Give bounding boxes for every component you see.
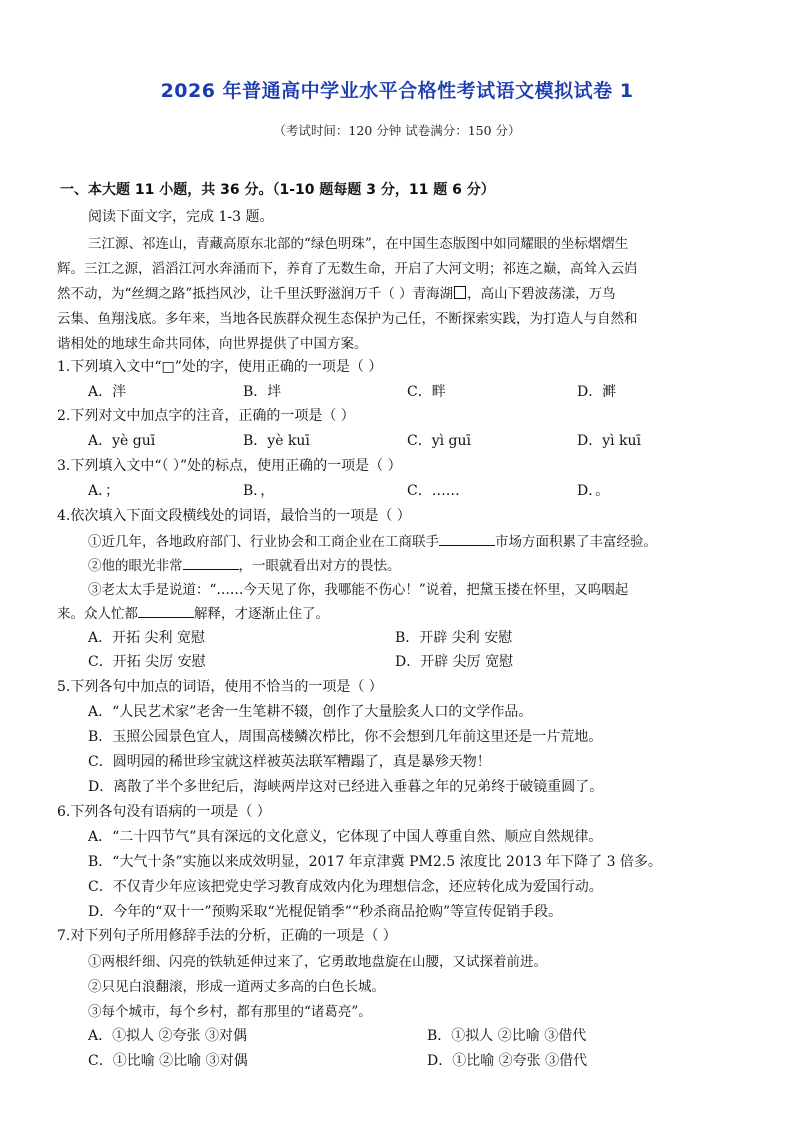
q3-option-a[interactable]: A．； xyxy=(88,483,120,499)
q7-sentence-2: ②只见白浪翻滚，形成一道两丈多高的白色长城。 xyxy=(88,979,385,995)
q7-option-b[interactable]: B．①拟人 ②比喻 ③借代 xyxy=(427,1028,587,1044)
q7-sentence-3: ③每个城市，每个乡村，都有那里的“诸葛亮”。 xyxy=(88,1004,372,1020)
q7-option-d[interactable]: D．①比喻 ②夸张 ③借代 xyxy=(427,1053,588,1069)
q7-sentence-1: ①两根纤细、闪亮的铁轨延伸过来了，它勇敢地盘旋在山腰，又试探着前进。 xyxy=(88,954,547,970)
q1-option-a[interactable]: A．泮 xyxy=(88,384,127,400)
question-1-stem: 1.下列填入文中“□”处的字，使用正确的一项是（ ） xyxy=(57,359,383,375)
fill-blank[interactable] xyxy=(138,605,194,618)
question-6-stem: 6.下列各句没有语病的一项是（ ） xyxy=(57,804,271,820)
q5-option-a[interactable]: A．“人民艺术家”老舍一生笔耕不辍，创作了大量脍炙人口的文学作品。 xyxy=(88,704,533,720)
q4-option-d[interactable]: D．开辟 尖厉 宽慰 xyxy=(395,654,514,670)
q3-option-d[interactable]: D．。 xyxy=(577,483,610,499)
question-7-stem: 7.对下列句子所用修辞手法的分析，正确的一项是（ ） xyxy=(57,928,397,944)
exam-subtitle: （考试时间：120 分钟 试卷满分：150 分） xyxy=(273,123,521,138)
question-2-stem: 2.下列对文中加点字的注音，正确的一项是（ ） xyxy=(57,408,355,424)
q5-option-b[interactable]: B．玉照公园景色宜人，周围高楼鳞次栉比，你不会想到几年前这里还是一片荒地。 xyxy=(88,729,603,745)
q2-option-c[interactable]: C．yì guī xyxy=(407,433,472,449)
q5-option-c[interactable]: C．圆明园的稀世珍宝就这样被英法联军糟蹋了，真是暴殄天物！ xyxy=(88,754,491,770)
q3-option-c[interactable]: C．…… xyxy=(407,483,460,499)
q7-option-a[interactable]: A．①拟人 ②夸张 ③对偶 xyxy=(88,1028,248,1044)
q1-option-c[interactable]: C．畔 xyxy=(407,384,446,400)
q7-option-c[interactable]: C．①比喻 ②比喻 ③对偶 xyxy=(88,1053,248,1069)
q4-sentence-2: ②他的眼光非常 ，一眼就看出对方的畏怯。 xyxy=(88,558,401,574)
q4-option-c[interactable]: C．开拓 尖厉 安慰 xyxy=(88,654,206,670)
q6-option-c[interactable]: C．不仅青少年应该把党史学习教育成效内化为理想信念，还应转化成为爱国行动。 xyxy=(88,879,603,895)
q4-sentence-3-cont: 来。众人忙都 解释，才逐渐止住了。 xyxy=(57,606,329,622)
passage-line: 谐相处的地球生命共同体，向世界提供了中国方案。 xyxy=(57,336,368,352)
passage-line: 然不动，为“丝绸之路”抵挡风沙，让千里沃野滋润万千（ ）青海湖 ，高山下碧波荡漾，万鸟 xyxy=(57,286,616,302)
passage-line: 三江源、祁连山，青藏高原东北部的“绿色明珠”，在中国生态版图中如同耀眼的坐标熠熠生 xyxy=(88,236,629,252)
q1-option-b[interactable]: B．坢 xyxy=(243,384,282,400)
fill-blank[interactable] xyxy=(439,533,495,546)
fill-blank[interactable] xyxy=(183,557,239,570)
q4-sentence-3: ③老太太手是说道：“……今天见了你，我哪能不伤心！”说着，把黛玉搂在怀里，又呜咽起 xyxy=(88,582,629,598)
section-heading: 一、本大题 11 小题，共 36 分。（1-10 题每题 3 分，11 题 6 分） xyxy=(60,182,495,198)
q4-sentence-1: ①近几年，各地政府部门、行业协会和工商企业在工商联手 市场方面积累了丰富经验。 xyxy=(88,534,657,550)
passage-line: 云集、鱼翔浅底。多年来，当地各民族群众视生态保护为己任，不断探索实践，为打造人与自然和 xyxy=(57,311,638,327)
q6-option-d[interactable]: D．今年的“双十一”预购采取“光棍促销季”“秒杀商品抢购”等宣传促销手段。 xyxy=(88,904,563,920)
q2-option-d[interactable]: D．yì kuī xyxy=(577,433,642,449)
passage-intro: 阅读下面文字，完成 1-3 题。 xyxy=(88,209,274,225)
q4-option-a[interactable]: A．开拓 尖利 宽慰 xyxy=(88,630,206,646)
blank-box-icon xyxy=(454,286,466,299)
q1-option-d[interactable]: D．溿 xyxy=(577,384,617,400)
q6-option-a[interactable]: A．“二十四节气”具有深远的文化意义，它体现了中国人尊重自然、顺应自然规律。 xyxy=(88,829,603,845)
q3-option-b[interactable]: B．， xyxy=(243,483,275,499)
question-4-stem: 4.依次填入下面文段横线处的词语，最恰当的一项是（ ） xyxy=(57,508,411,524)
q6-option-b[interactable]: B．“大气十条”实施以来成效明显，2017 年京津冀 PM2.5 浓度比 2013 年下降了 3 倍多。 xyxy=(88,854,662,870)
passage-line: 辉。三江之源，滔滔江河水奔涌而下，养育了无数生命，开启了大河文明；祁连之巅，高耸入云岿 xyxy=(57,261,638,277)
q2-option-b[interactable]: B．yè kuī xyxy=(243,433,310,449)
question-5-stem: 5.下列各句中加点的词语，使用不恰当的一项是（ ） xyxy=(57,679,383,695)
q4-option-b[interactable]: B．开辟 尖利 安慰 xyxy=(395,630,513,646)
exam-title: 2026 年普通高中学业水平合格性考试语文模拟试卷 1 xyxy=(160,80,634,102)
q5-option-d[interactable]: D．离散了半个多世纪后，海峡两岸这对已经进入垂暮之年的兄弟终于破镜重圆了。 xyxy=(88,779,604,795)
q2-option-a[interactable]: A．yè guī xyxy=(88,433,156,449)
question-3-stem: 3.下列填入文中“（ ）”处的标点，使用正确的一项是（ ） xyxy=(57,458,402,474)
